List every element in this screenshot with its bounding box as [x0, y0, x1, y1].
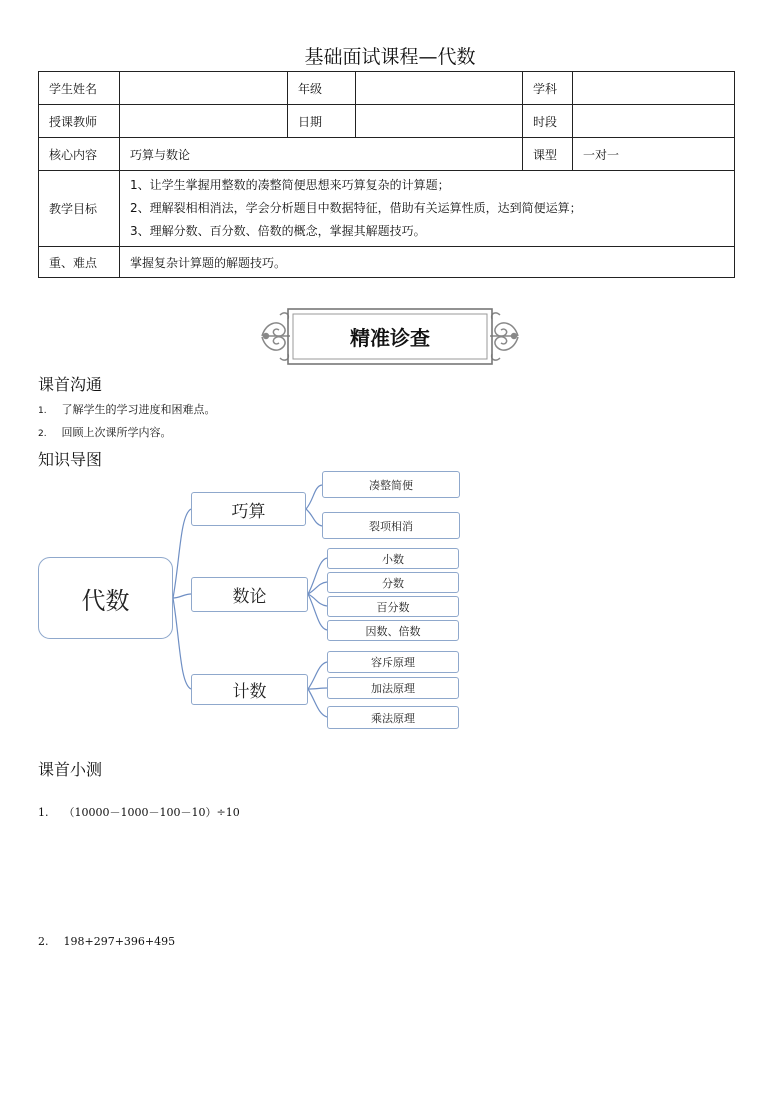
- quiz-question: [38, 804, 240, 820]
- goal-line: 1、让学生掌握用整数的凑整简便思想来巧算复杂的计算题；: [130, 178, 450, 192]
- quiz-question: [38, 935, 175, 948]
- mindmap-leaf-node: 凑整简便: [322, 471, 460, 498]
- mindmap-branch-node: 巧算: [191, 492, 306, 526]
- list-item-text: 回顾上次课所学内容。: [61, 426, 172, 439]
- section-heading: 知识导图: [38, 450, 103, 469]
- mindmap-root-node: 代数: [38, 557, 173, 639]
- mindmap-leaf-node: 因数、倍数: [327, 620, 459, 641]
- page-title: 基础面试课程—代数: [304, 46, 476, 68]
- mindmap-branch-node: 数论: [191, 577, 308, 612]
- list-item-number: 1.: [38, 406, 47, 416]
- period-label: 时段: [523, 105, 573, 138]
- type-label: 课型: [523, 138, 573, 171]
- mindmap-leaf-node: 裂项相消: [322, 512, 460, 539]
- question-text: 198+297+396+495: [63, 935, 176, 948]
- banner-title: 精准诊查: [350, 326, 430, 350]
- list-item-text: 了解学生的学习进度和困难点。: [61, 403, 216, 416]
- question-text: （10000－1000－100－10）÷10: [63, 806, 240, 819]
- mindmap-leaf-node: 分数: [327, 572, 459, 593]
- student-name-label: 学生姓名: [39, 72, 120, 105]
- key-points-value: 掌握复杂计算题的解题技巧。: [120, 247, 735, 278]
- question-number: 2.: [38, 935, 49, 948]
- section-heading: 课首沟通: [38, 375, 103, 394]
- goals-label: 教学目标: [39, 171, 120, 247]
- mindmap-leaf-node: 小数: [327, 548, 459, 569]
- key-points-label: 重、难点: [39, 247, 120, 278]
- type-value: 一对一: [573, 138, 735, 171]
- mindmap-leaf-node: 容斥原理: [327, 651, 459, 673]
- section-heading: 课首小测: [38, 760, 103, 779]
- core-label: 核心内容: [39, 138, 120, 171]
- goal-line: 3、理解分数、百分数、倍数的概念，掌握其解题技巧。: [130, 224, 426, 238]
- grade-label: 年级: [288, 72, 356, 105]
- question-number: 1.: [38, 806, 49, 819]
- mindmap-leaf-node: 加法原理: [327, 677, 459, 699]
- mindmap-branch-node: 计数: [191, 674, 308, 705]
- date-label: 日期: [288, 105, 356, 138]
- teacher-label: 授课教师: [39, 105, 120, 138]
- core-value: 巧算与数论: [120, 138, 523, 171]
- subject-label: 学科: [523, 72, 573, 105]
- mindmap-leaf-node: 乘法原理: [327, 706, 459, 729]
- list-item-number: 2.: [38, 429, 47, 439]
- mindmap-leaf-node: 百分数: [327, 596, 459, 617]
- goal-line: 2、理解裂相相消法，学会分析题目中数据特征，借助有关运算性质，达到简便运算；: [130, 201, 582, 215]
